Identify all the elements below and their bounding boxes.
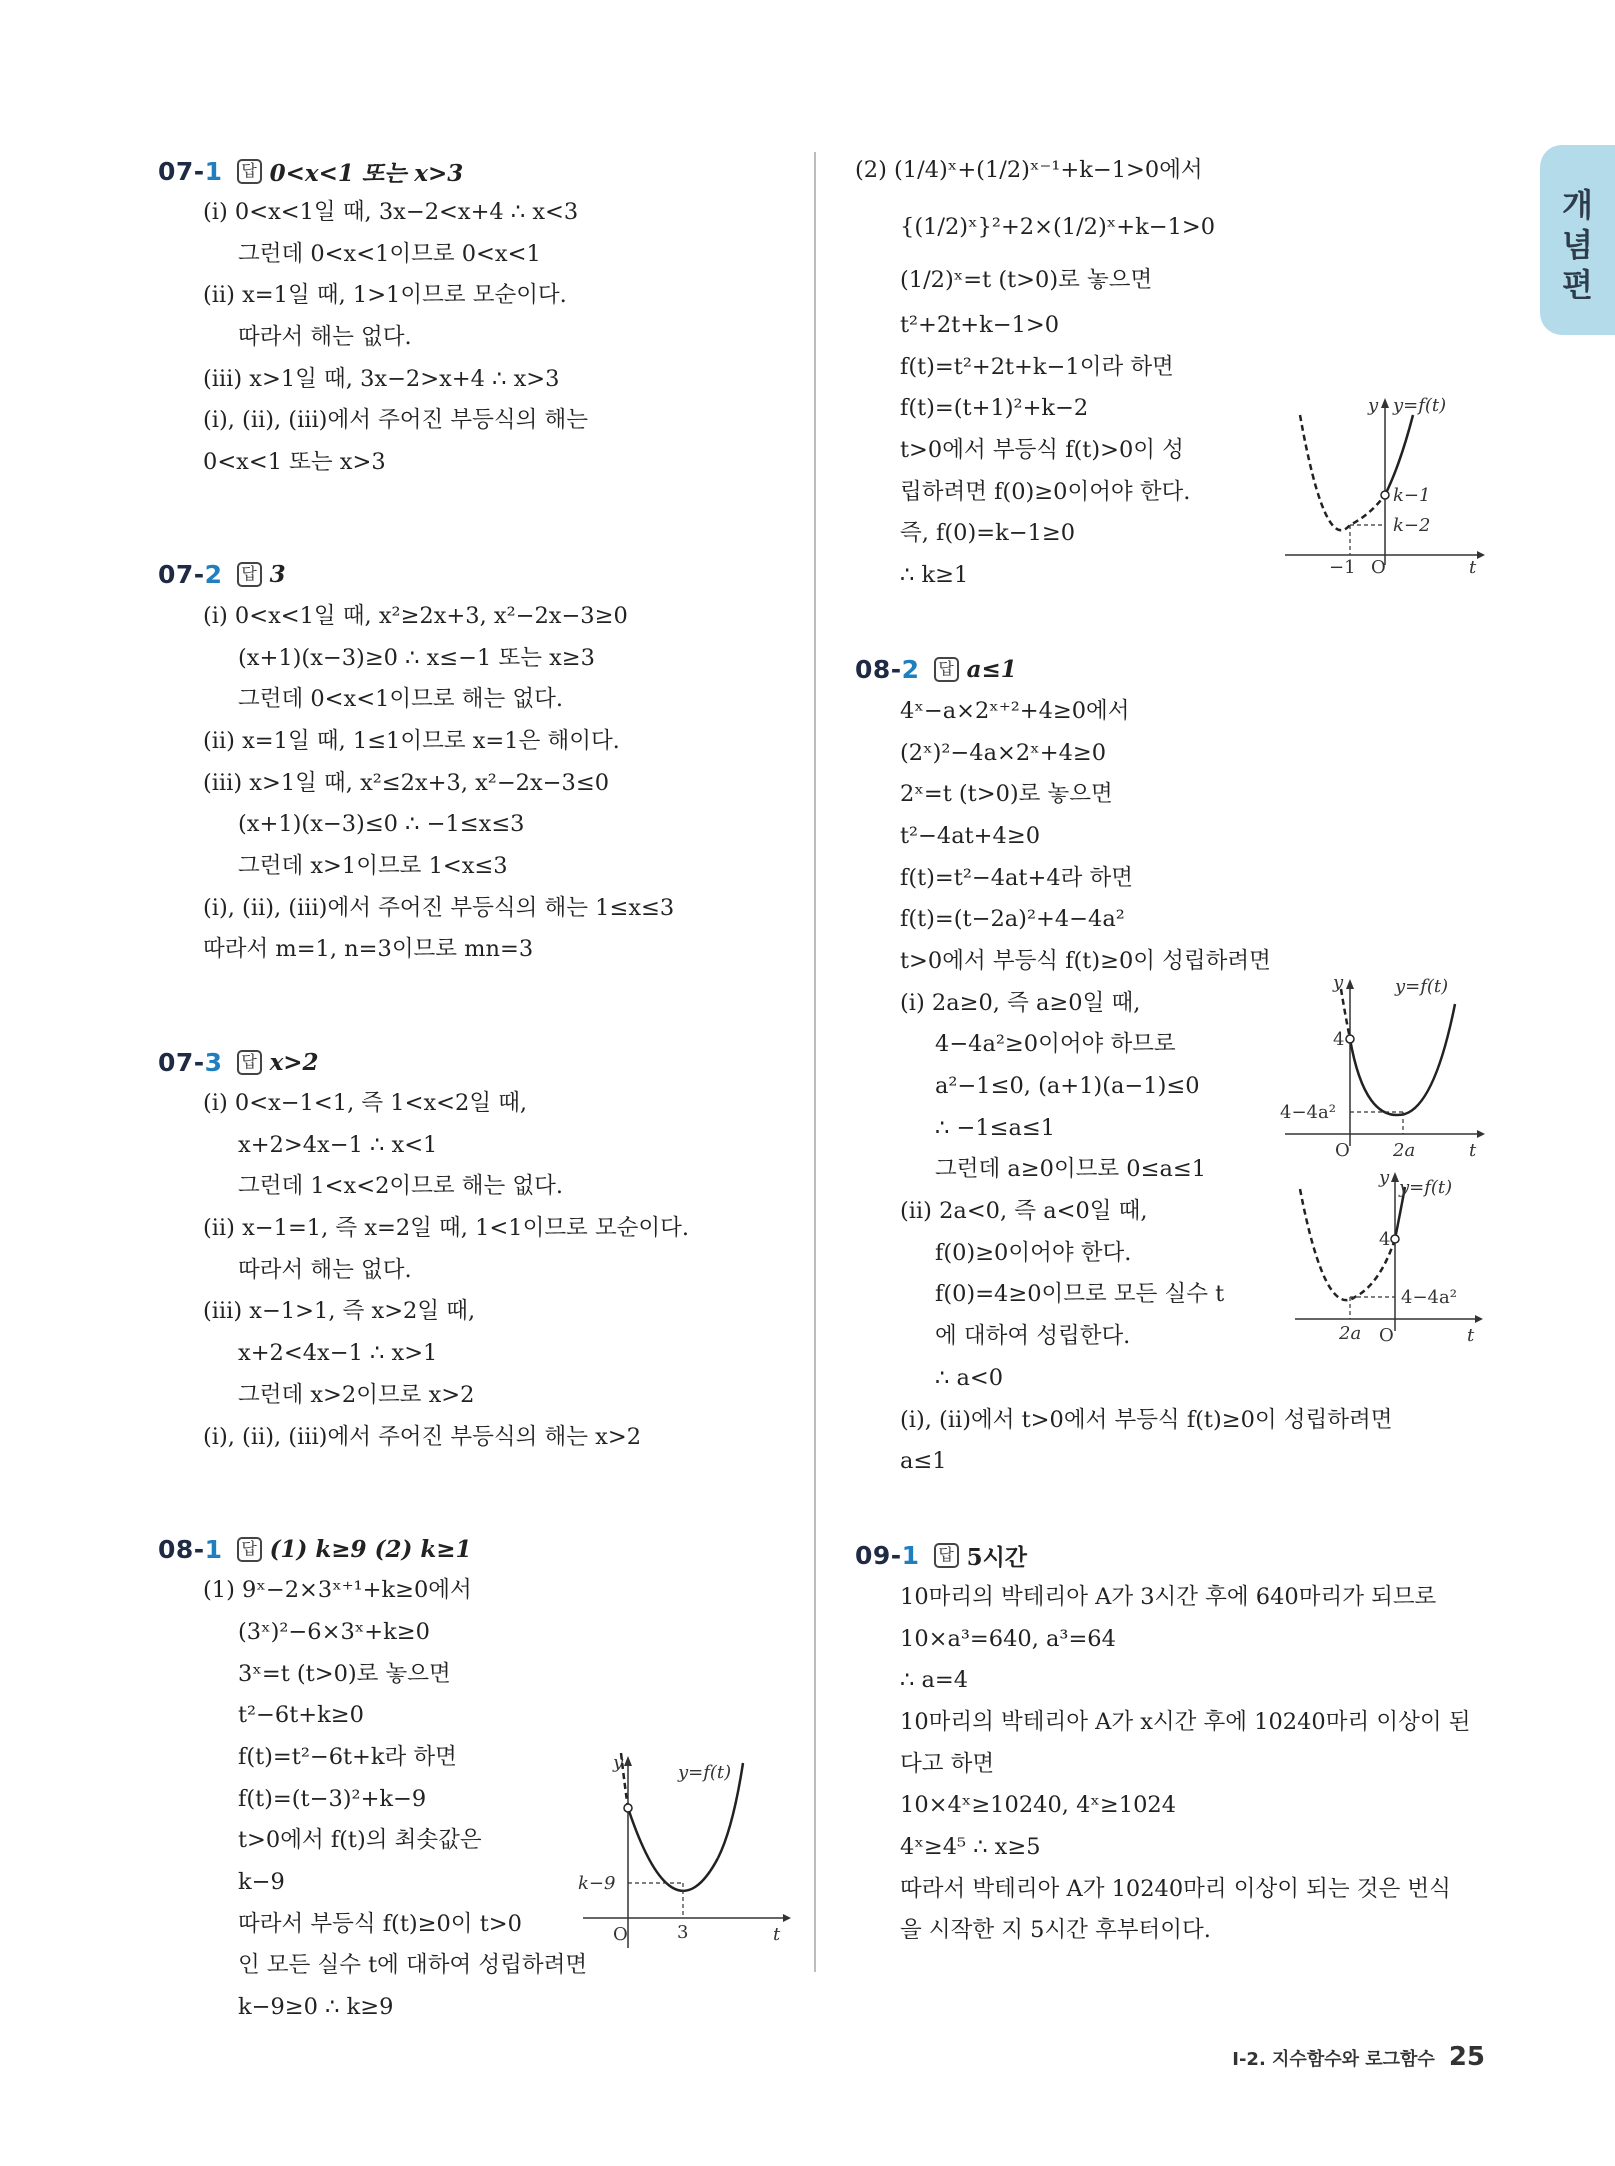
solution-line: (ⅰ) 0<x−1<1, 즉 1<x<2일 때, bbox=[203, 1090, 528, 1116]
solution-line: 그런데 1<x<2이므로 해는 없다. bbox=[238, 1173, 563, 1200]
x-tick-label: 2a bbox=[1393, 1139, 1416, 1161]
origin-label: O bbox=[1335, 1139, 1350, 1161]
answer-text: x>2 bbox=[269, 1048, 319, 1076]
page-number: 25 bbox=[1448, 2042, 1485, 2072]
chapter-label: Ⅰ-2. 지수함수와 로그함수 bbox=[1232, 2049, 1435, 2070]
problem-07-1 bbox=[158, 150, 798, 484]
problem-07-2 bbox=[158, 554, 798, 971]
solution-line: (ⅰ) 0<x<1일 때, x²≥2x+3, x²−2x−3≥0 bbox=[203, 602, 628, 629]
solution-line: (x+1)(x−3)≤0 ∴ −1≤x≤3 bbox=[238, 811, 525, 838]
problem-08-2 bbox=[855, 649, 1495, 1483]
solution-line: t>0에서 부등식 f(t)>0이 성 bbox=[900, 437, 1184, 464]
answer-mark: 답 bbox=[934, 657, 959, 682]
column-divider bbox=[814, 152, 816, 1972]
solution-line: ∴ −1≤a≤1 bbox=[935, 1114, 1056, 1141]
solution-line: 3ˣ=t (t>0)로 놓으면 bbox=[238, 1660, 451, 1687]
solution-line: (ⅱ) x−1=1, 즉 x=2일 때, 1<1이므로 모순이다. bbox=[203, 1215, 690, 1242]
curve-solid bbox=[628, 1808, 718, 1891]
graph-08-2-case1 bbox=[1280, 971, 1485, 1168]
solution-line: (ⅰ), (ⅱ), (ⅲ)에서 주어진 부등식의 해는 x>2 bbox=[203, 1423, 642, 1450]
solution-line: (ⅰ), (ⅱ), (ⅲ)에서 주어진 부등식의 해는 bbox=[203, 407, 588, 434]
problem-header bbox=[855, 649, 1495, 691]
page-footer bbox=[1232, 2042, 1485, 2072]
solution-line: 립하려면 f(0)≥0이어야 한다. bbox=[900, 478, 1191, 505]
y-axis-label: y bbox=[1379, 1166, 1390, 1188]
graph-08-1-2 bbox=[1285, 395, 1485, 578]
problem-07-3 bbox=[158, 1041, 798, 1458]
solution-line: 을 시작한 지 5시간 후부터이다. bbox=[900, 1917, 1211, 1944]
solution-line: f(t)=t²−6t+k라 하면 bbox=[238, 1743, 457, 1770]
problem-header bbox=[855, 1535, 1495, 1577]
curve-label: y=f(t) bbox=[678, 1762, 732, 1784]
solution-line: (ⅱ) x=1일 때, 1≤1이므로 x=1은 해이다. bbox=[203, 727, 620, 754]
solution-line: 10×4ˣ≥10240, 4ˣ≥1024 bbox=[900, 1792, 1177, 1819]
answer-text: 3 bbox=[269, 561, 286, 589]
y-tick-label: 4 bbox=[1379, 1228, 1391, 1250]
problem-09-1 bbox=[855, 1535, 1495, 1952]
solution-line: ∴ a=4 bbox=[900, 1667, 969, 1694]
min-label: 4−4a² bbox=[1401, 1286, 1457, 1308]
problem-number: 07-1 bbox=[158, 156, 223, 186]
solution-line: (2) (1/4)ˣ+(1/2)ˣ⁻¹+k−1>0에서 bbox=[855, 157, 1203, 183]
solution-line: x+2>4x−1 ∴ x<1 bbox=[238, 1131, 438, 1158]
solution-line: k−9 bbox=[238, 1869, 285, 1895]
answer-text: 0<x<1 또는 x>3 bbox=[269, 159, 464, 187]
problem-header bbox=[158, 1528, 798, 1570]
curve-solid bbox=[1350, 1004, 1455, 1115]
solution-line: (ⅲ) x>1일 때, x²≤2x+3, x²−2x−3≤0 bbox=[203, 769, 610, 796]
solution-line: 에 대하여 성립한다. bbox=[935, 1323, 1131, 1350]
solution-line: 4ˣ≥4⁵ ∴ x≥5 bbox=[900, 1834, 1041, 1860]
solution-line: 그런데 0<x<1이므로 해는 없다. bbox=[238, 686, 563, 713]
side-tab-concept[interactable] bbox=[1540, 145, 1615, 335]
solution-line: (ⅲ) x−1>1, 즉 x>2일 때, bbox=[203, 1298, 476, 1325]
solution-line: f(0)≥0이어야 한다. bbox=[935, 1239, 1132, 1266]
answer-mark: 답 bbox=[237, 159, 262, 184]
solution-line: (1) 9ˣ−2×3ˣ⁺¹+k≥0에서 bbox=[203, 1577, 472, 1604]
graph-svg bbox=[578, 1748, 793, 1948]
solution-line: a≤1 bbox=[900, 1448, 947, 1475]
solution-line: (ⅲ) x>1일 때, 3x−2>x+4 ∴ x>3 bbox=[203, 365, 560, 392]
solution-line: (ⅰ) 0<x<1일 때, 3x−2<x+4 ∴ x<3 bbox=[203, 199, 579, 225]
solution-line: f(t)=t²+2t+k−1이라 하면 bbox=[900, 353, 1174, 380]
problem-number: 09-1 bbox=[855, 1541, 920, 1571]
solution-line: 그런데 a≥0이므로 0≤a≤1 bbox=[935, 1156, 1207, 1183]
solution-line: ∴ k≥1 bbox=[900, 562, 969, 589]
graph-08-2-case2 bbox=[1295, 1166, 1485, 1353]
solution-line: t>0에서 f(t)의 최솟값은 bbox=[238, 1827, 482, 1854]
side-tab-label bbox=[1540, 185, 1615, 305]
curve-label: y=f(t) bbox=[1393, 395, 1447, 416]
solution-line: 그런데 x>2이므로 x>2 bbox=[238, 1381, 475, 1408]
x-axis-label: t bbox=[1469, 557, 1477, 578]
y-axis-label: y bbox=[613, 1752, 624, 1774]
x-tick-label: 2a bbox=[1339, 1322, 1362, 1344]
solution-line: x+2<4x−1 ∴ x>1 bbox=[238, 1340, 438, 1367]
solution-line: 그런데 0<x<1이므로 0<x<1 bbox=[238, 240, 541, 267]
solution-line: 0<x<1 또는 x>3 bbox=[203, 449, 386, 476]
x-axis-label: t bbox=[1467, 1324, 1475, 1346]
y-tick-label: 4 bbox=[1333, 1028, 1345, 1050]
problem-08-1 bbox=[158, 1528, 798, 2029]
solution-line: f(t)=(t−2a)²+4−4a² bbox=[900, 906, 1125, 933]
solution-line: t>0에서 부등식 f(t)≥0이 성립하려면 bbox=[900, 947, 1271, 974]
x-tick-label: 3 bbox=[677, 1922, 689, 1944]
answer-text: 5시간 bbox=[966, 1544, 1028, 1572]
solution-line: (x+1)(x−3)≥0 ∴ x≤−1 또는 x≥3 bbox=[238, 644, 595, 671]
solution-line: (3ˣ)²−6×3ˣ+k≥0 bbox=[238, 1618, 430, 1645]
label-k-2: k−2 bbox=[1393, 515, 1431, 536]
solution-line: (ⅱ) 2a<0, 즉 a<0일 때, bbox=[900, 1198, 1148, 1225]
solution-line: (2ˣ)²−4a×2ˣ+4≥0 bbox=[900, 739, 1107, 766]
graph-08-1 bbox=[578, 1748, 793, 1952]
problem-header bbox=[158, 554, 798, 596]
solution-line: 10마리의 박테리아 A가 3시간 후에 640마리가 되므로 bbox=[900, 1583, 1437, 1610]
open-point bbox=[1391, 1235, 1399, 1243]
solution-line: 따라서 해는 없다. bbox=[238, 1256, 412, 1283]
solution-line: t²−4at+4≥0 bbox=[900, 822, 1041, 849]
problem-number: 08-1 bbox=[158, 1534, 223, 1564]
curve-label: y=f(t) bbox=[1395, 975, 1449, 997]
solution-line: (ⅱ) x=1일 때, 1>1이므로 모순이다. bbox=[203, 282, 567, 309]
solution-line: k−9≥0 ∴ k≥9 bbox=[238, 1994, 394, 2021]
label-k-1: k−1 bbox=[1393, 485, 1431, 506]
solution-line: (1/2)ˣ=t (t>0)로 놓으면 bbox=[900, 267, 1153, 293]
curve-dashed bbox=[1300, 415, 1385, 530]
solution-line: f(t)=(t+1)²+k−2 bbox=[900, 395, 1089, 422]
x-axis-label: t bbox=[773, 1924, 781, 1946]
origin-label: O bbox=[1379, 1324, 1394, 1346]
graph-svg bbox=[1280, 971, 1485, 1164]
solution-line: 따라서 부등식 f(t)≥0이 t>0 bbox=[238, 1910, 522, 1937]
origin-label: O bbox=[613, 1924, 628, 1946]
solution-line: 4ˣ−a×2ˣ⁺²+4≥0에서 bbox=[900, 697, 1130, 724]
problem-header bbox=[158, 1041, 798, 1083]
curve-solid bbox=[1385, 415, 1413, 495]
problem-number: 07-3 bbox=[158, 1047, 223, 1077]
right-column bbox=[855, 150, 1495, 1952]
solution-line: {(1/2)ˣ}²+2×(1/2)ˣ+k−1>0 bbox=[900, 214, 1216, 240]
answer-mark: 답 bbox=[237, 1537, 262, 1562]
solution-line: (ⅰ), (ⅱ)에서 t>0에서 부등식 f(t)≥0이 성립하려면 bbox=[900, 1406, 1393, 1433]
min-label: 4−4a² bbox=[1280, 1101, 1336, 1123]
solution-line: 2ˣ=t (t>0)로 놓으면 bbox=[900, 781, 1113, 808]
solution-line: t²+2t+k−1>0 bbox=[900, 312, 1060, 338]
problem-08-1-part2 bbox=[855, 150, 1495, 597]
solution-line: 10×a³=640, a³=64 bbox=[900, 1625, 1116, 1652]
solution-line: 따라서 해는 없다. bbox=[238, 324, 412, 351]
answer-mark: 답 bbox=[237, 562, 262, 587]
y-axis-label: y bbox=[1368, 395, 1379, 416]
solution-line: f(t)=t²−4at+4라 하면 bbox=[900, 864, 1133, 891]
side-tab-char-3: 편 bbox=[1562, 266, 1593, 304]
origin-label: O bbox=[1371, 557, 1386, 578]
solution-line: 4−4a²≥0이어야 하므로 bbox=[935, 1031, 1176, 1058]
answer-text: (1) k≥9 (2) k≥1 bbox=[269, 1535, 472, 1563]
solution-line: 따라서 박테리아 A가 10240마리 이상이 되는 것은 번식 bbox=[900, 1875, 1451, 1902]
answer-mark: 답 bbox=[934, 1543, 959, 1568]
x-axis-label: t bbox=[1469, 1139, 1477, 1161]
solution-line: f(0)=4≥0이므로 모든 실수 t bbox=[935, 1281, 1225, 1308]
solution-line: (ⅰ), (ⅱ), (ⅲ)에서 주어진 부등식의 해는 1≤x≤3 bbox=[203, 894, 675, 921]
side-tab-char-2: 념 bbox=[1562, 226, 1593, 264]
solution-line: f(t)=(t−3)²+k−9 bbox=[238, 1785, 427, 1812]
solution-line: t²−6t+k≥0 bbox=[238, 1702, 364, 1729]
solution-line: ∴ a<0 bbox=[935, 1364, 1004, 1391]
open-point bbox=[1381, 491, 1389, 499]
problem-number: 08-2 bbox=[855, 655, 920, 685]
solution-line: a²−1≤0, (a+1)(a−1)≤0 bbox=[935, 1073, 1200, 1099]
y-axis-label: y bbox=[1333, 971, 1344, 993]
min-label: k−9 bbox=[578, 1873, 616, 1895]
solution-line: 따라서 m=1, n=3이므로 mn=3 bbox=[203, 936, 534, 963]
solution-line: 그런데 x>1이므로 1<x≤3 bbox=[238, 852, 508, 879]
graph-svg bbox=[1295, 1166, 1485, 1349]
solution-line: 즉, f(0)=k−1≥0 bbox=[900, 520, 1076, 547]
problem-header bbox=[158, 150, 798, 192]
open-point bbox=[624, 1804, 632, 1812]
answer-text: a≤1 bbox=[966, 656, 1017, 684]
side-tab-char-1: 개 bbox=[1562, 186, 1593, 224]
open-point bbox=[1346, 1035, 1354, 1043]
solution-line: 다고 하면 bbox=[900, 1750, 995, 1777]
x-tick-label: −1 bbox=[1329, 557, 1356, 578]
answer-mark: 답 bbox=[237, 1050, 262, 1075]
left-column bbox=[158, 150, 798, 2029]
problem-number: 07-2 bbox=[158, 560, 223, 590]
solution-line: 10마리의 박테리아 A가 x시간 후에 10240마리 이상이 된 bbox=[900, 1708, 1471, 1735]
graph-svg bbox=[1285, 395, 1485, 578]
solution-line: 인 모든 실수 t에 대하여 성립하려면 bbox=[238, 1952, 588, 1979]
solution-line: (ⅰ) 2a≥0, 즉 a≥0일 때, bbox=[900, 989, 1141, 1016]
curve-label: y=f(t) bbox=[1399, 1176, 1453, 1198]
